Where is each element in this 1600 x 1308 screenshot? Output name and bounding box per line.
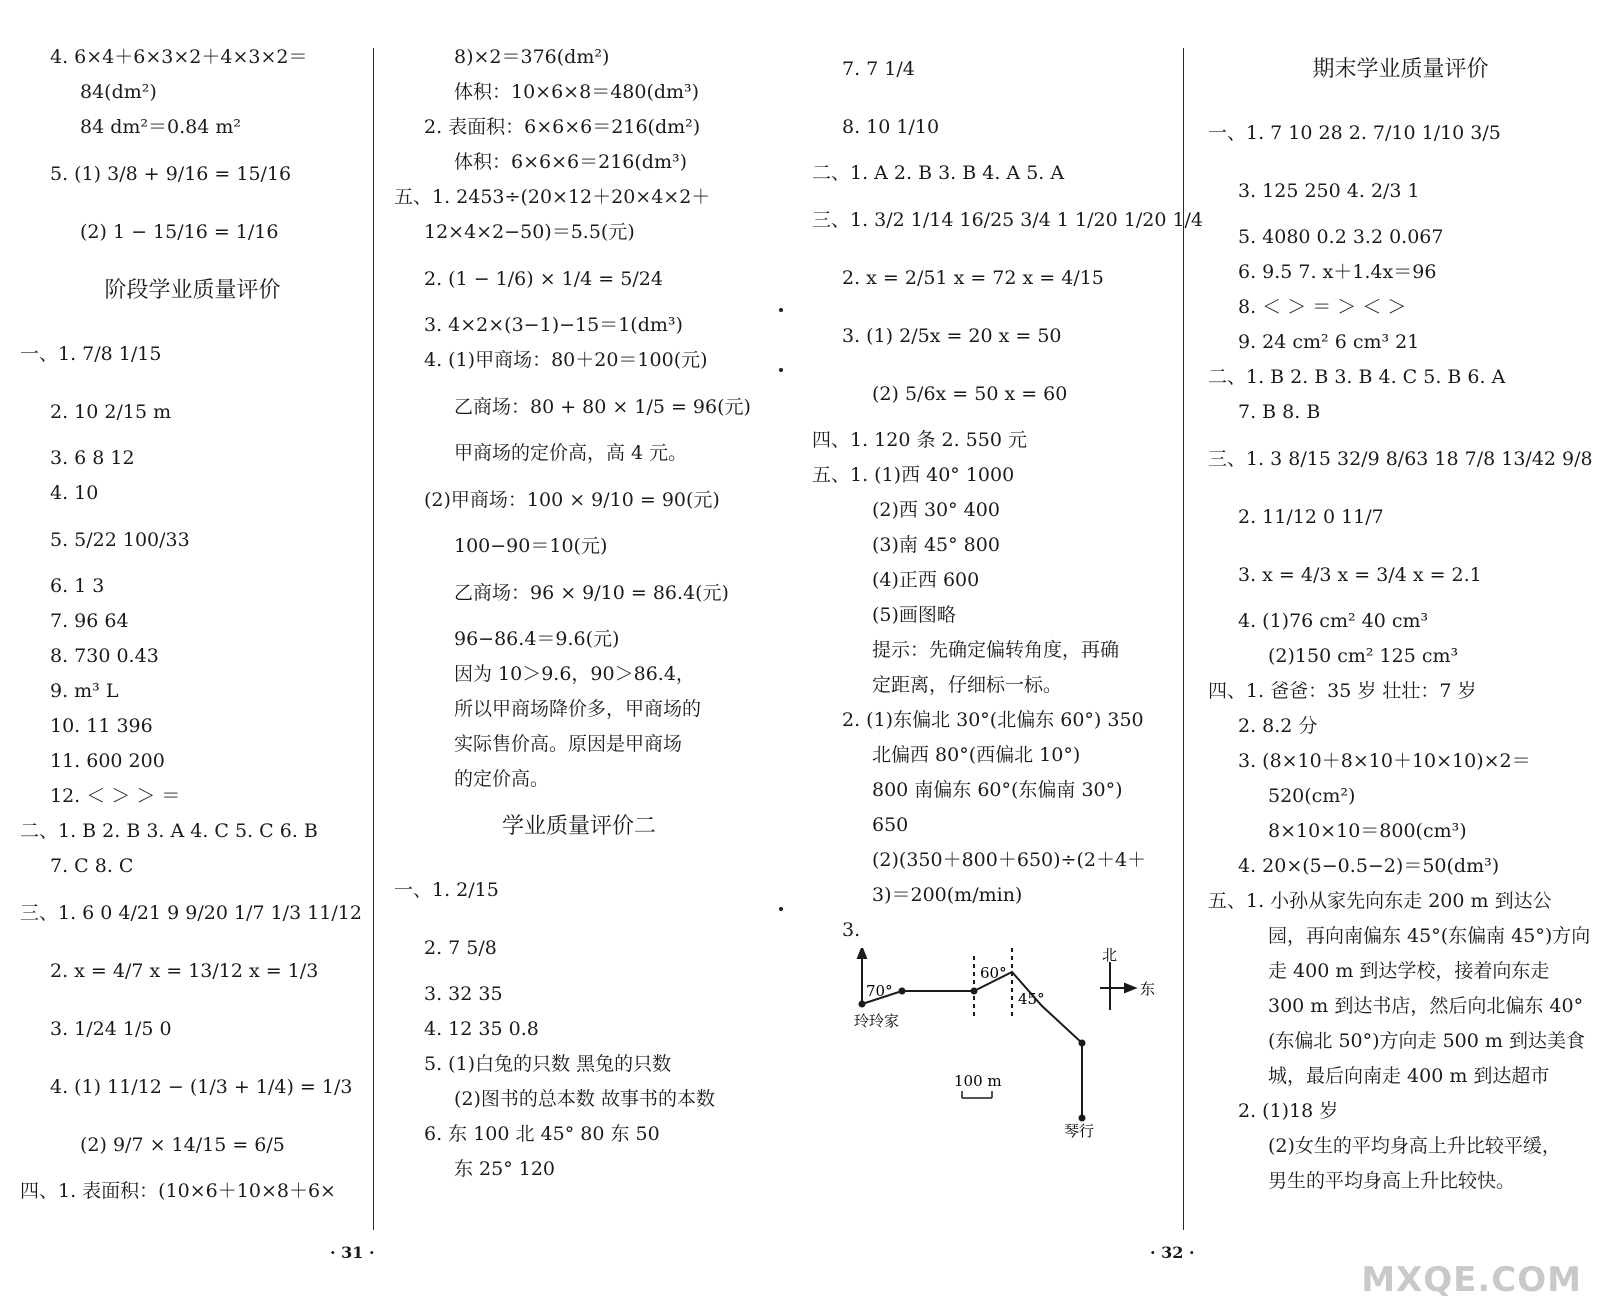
answer-line: 3. (1) 2/5x = 20 x = 50 [842, 325, 1062, 347]
answer-line: 三、1. 3 8/15 32/9 8/63 18 7/8 13/42 9/8 [1208, 448, 1593, 470]
answer-line: 3. 1/24 1/5 0 [50, 1018, 172, 1040]
answer-line: 3. 32 35 [424, 983, 503, 1005]
answer-line: 的定价高。 [454, 768, 550, 790]
home-label: 玲玲家 [854, 1012, 900, 1030]
answer-line: 4. (1)甲商场：80＋20＝100(元) [424, 349, 708, 371]
answer-line: 五、1. 小孙从家先向东走 200 m 到达公 [1208, 890, 1552, 912]
watermark-logo: MXQE.COM [1361, 1260, 1582, 1300]
answer-column-4 [1208, 40, 1593, 1199]
route-diagram [852, 948, 1172, 1138]
route-point [1079, 1115, 1086, 1122]
answer-column-3 [812, 40, 1204, 1138]
answer-line: (2)甲商场：100 × 9/10 = 90(元) [424, 489, 720, 511]
answer-line: 四、1. 爸爸：35 岁 壮壮：7 岁 [1208, 680, 1477, 702]
answer-line: 体积：6×6×6＝216(dm³) [454, 151, 687, 173]
answer-line: 6. 9.5 7. x＋1.4x＝96 [1238, 261, 1437, 283]
answer-line: 3. 6 8 12 [50, 447, 135, 469]
answer-line: 定距离，仔细标一标。 [872, 674, 1063, 696]
answer-line: 11. 600 200 [50, 750, 165, 772]
binding-dot [779, 308, 783, 312]
answer-line: 园，再向南偏东 45°(东偏南 45°)方向 [1268, 925, 1591, 947]
answer-line: 走 400 m 到达学校，接着向东走 [1268, 960, 1550, 982]
answer-line: 10. 11 396 [50, 715, 153, 737]
answer-line: 84(dm²) [80, 81, 157, 103]
arrow-icon [858, 948, 866, 958]
answer-line: 五、1. (1)西 40° 1000 [812, 464, 1015, 486]
answer-column-2 [394, 40, 764, 1187]
answer-line: 四、1. 120 条 2. 550 元 [812, 429, 1027, 451]
answer-line: 一、1. 2/15 [394, 879, 499, 901]
column-divider [373, 48, 374, 1230]
answer-line: 3. 125 250 4. 2/3 1 [1238, 180, 1420, 202]
answer-line: 650 [872, 814, 909, 836]
angle-label: 60° [980, 964, 1007, 982]
answer-line: 12×4×2−50)＝5.5(元) [424, 221, 635, 243]
answer-line: (2) 5/6x = 50 x = 60 [872, 383, 1068, 405]
answer-line: 东 25° 120 [454, 1158, 556, 1180]
answer-line: 甲商场的定价高，高 4 元。 [454, 442, 688, 464]
answer-line: 5. (1) 3/8 + 9/16 = 15/16 [50, 163, 292, 185]
answer-line: 2. 10 2/15 m [50, 401, 172, 423]
answer-line: 3. x = 4/3 x = 3/4 x = 2.1 [1238, 564, 1482, 586]
answer-line: 96−86.4＝9.6(元) [454, 628, 620, 650]
binding-dot [779, 907, 783, 911]
answer-line: 2. 8.2 分 [1238, 715, 1318, 737]
answer-line: 三、1. 3/2 1/14 16/25 3/4 1 1/20 1/20 1/4 [812, 209, 1204, 231]
answer-line: 乙商场：80 + 80 × 1/5 = 96(元) [454, 396, 751, 418]
east-label: 东 [1140, 980, 1156, 998]
answer-line: 84 dm²＝0.84 m² [80, 116, 241, 138]
answer-line: 二、1. B 2. B 3. B 4. C 5. B 6. A [1208, 366, 1506, 388]
answer-line: 所以甲商场降价多，甲商场的 [454, 698, 702, 720]
answer-line: (东偏北 50°)方向走 500 m 到达美食 [1268, 1030, 1585, 1052]
answer-line: 520(cm²) [1268, 785, 1356, 807]
answer-line: 五、1. 2453÷(20×12＋20×4×2＋ [394, 186, 711, 208]
answer-line: 2. (1)东偏北 30°(北偏东 60°) 350 [842, 709, 1144, 731]
answer-line: 300 m 到达书店，然后向北偏东 40° [1268, 995, 1584, 1017]
answer-line: 9. m³ L [50, 680, 119, 702]
answer-line: 2. (1 − 1/6) × 1/4 = 5/24 [424, 268, 663, 290]
answer-line: 5. 4080 0.2 3.2 0.067 [1238, 226, 1444, 248]
angle-label: 70° [866, 982, 893, 1000]
answer-line: 2. x = 4/7 x = 13/12 x = 1/3 [50, 960, 319, 982]
section-title: 学业质量评价二 [501, 814, 656, 839]
answer-line: 7. B 8. B [1238, 401, 1321, 423]
end-label: 琴行 [1064, 1122, 1095, 1138]
route-point [1079, 1040, 1086, 1047]
answer-line: 一、1. 7/8 1/15 [20, 343, 162, 365]
answer-line: (2)图书的总本数 故事书的本数 [454, 1088, 715, 1110]
answer-line: 北偏西 80°(西偏北 10°) [872, 744, 1081, 766]
answer-line: 3. 4×2×(3−1)−15＝1(dm³) [424, 314, 683, 336]
answer-line: 因为 10＞9.6，90＞86.4， [454, 663, 695, 685]
answer-line: 8. 10 1/10 [842, 116, 940, 138]
answer-line: 12. ＜ ＞ ＞ ＝ [50, 785, 181, 807]
answer-column-1 [20, 40, 365, 1209]
binding-dot [779, 368, 783, 372]
answer-line: 7. 7 1/4 [842, 58, 915, 80]
answer-line: 4. 12 35 0.8 [424, 1018, 539, 1040]
answer-line: 4. (1) 11/12 − (1/3 + 1/4) = 1/3 [50, 1076, 353, 1098]
answer-line: 3. [842, 919, 861, 941]
answer-line: 4. 20×(5−0.5−2)＝50(dm³) [1238, 855, 1500, 877]
answer-line: (2)女生的平均身高上升比较平缓， [1268, 1135, 1561, 1157]
section-title: 阶段学业质量评价 [104, 278, 281, 303]
answer-line: 6. 1 3 [50, 575, 105, 597]
answer-line: 6. 东 100 北 45° 80 东 50 [424, 1123, 660, 1145]
answer-line: 8)×2＝376(dm²) [454, 46, 610, 68]
answer-line: 实际售价高。原因是甲商场 [454, 733, 683, 755]
answer-line: 二、1. A 2. B 3. B 4. A 5. A [812, 162, 1065, 184]
answer-line: 4. 6×4＋6×3×2＋4×3×2＝ [50, 46, 308, 68]
answer-line: 2. (1)18 岁 [1238, 1100, 1339, 1122]
answer-line: 5. (1)白兔的只数 黑兔的只数 [424, 1053, 672, 1075]
route-point [899, 988, 906, 995]
answer-line: 800 南偏东 60°(东偏南 30°) [872, 779, 1123, 801]
answer-line: 一、1. 7 10 28 2. 7/10 1/10 3/5 [1208, 122, 1501, 144]
answer-line: (2) 9/7 × 14/15 = 6/5 [80, 1134, 285, 1156]
answer-line: 城，最后向南走 400 m 到达超市 [1268, 1065, 1550, 1087]
answer-line: 8. ＜ ＞ ＝ ＞ ＜ ＞ [1238, 296, 1407, 318]
answer-line: 二、1. B 2. B 3. A 4. C 5. C 6. B [20, 820, 318, 842]
answer-line: 2. x = 2/51 x = 72 x = 4/15 [842, 267, 1104, 289]
answer-line: 乙商场：96 × 9/10 = 86.4(元) [454, 582, 729, 604]
answer-line: 7. C 8. C [50, 855, 134, 877]
answer-line: 8×10×10＝800(cm³) [1268, 820, 1467, 842]
north-label: 北 [1102, 948, 1118, 964]
scale-label: 100 m [954, 1072, 1002, 1090]
answer-line: 5. 5/22 100/33 [50, 529, 190, 551]
angle-label: 45° [1018, 990, 1045, 1008]
answer-line: (3)南 45° 800 [872, 534, 1000, 556]
answer-line: 100−90＝10(元) [454, 535, 608, 557]
route-point [859, 1001, 866, 1008]
answer-line: (4)正西 600 [872, 569, 980, 591]
answer-line: (2)150 cm² 125 cm³ [1268, 645, 1459, 667]
answer-line: 提示：先确定偏转角度，再确 [872, 639, 1120, 661]
answer-line: 体积：10×6×8＝480(dm³) [454, 81, 700, 103]
answer-line: 四、1. 表面积：(10×6＋10×8＋6× [20, 1180, 336, 1202]
answer-line: 2. 表面积：6×6×6＝216(dm²) [424, 116, 701, 138]
page-number-right: · 32 · [1150, 1243, 1195, 1262]
page-number-left: · 31 · [330, 1243, 375, 1262]
answer-line: 3. (8×10＋8×10＋10×10)×2＝ [1238, 750, 1531, 772]
arrow-icon [1125, 984, 1135, 992]
answer-line: 4. (1)76 cm² 40 cm³ [1238, 610, 1429, 632]
answer-line: 3)＝200(m/min) [872, 884, 1023, 906]
answer-line: 9. 24 cm² 6 cm³ 21 [1238, 331, 1420, 353]
answer-line: 男生的平均身高上升比较快。 [1268, 1170, 1516, 1192]
route-point [971, 988, 978, 995]
answer-line: 2. 7 5/8 [424, 937, 497, 959]
answer-line: (2)西 30° 400 [872, 499, 1000, 521]
answer-line: 4. 10 [50, 482, 99, 504]
answer-line: 三、1. 6 0 4/21 9 9/20 1/7 1/3 11/12 [20, 902, 362, 924]
answer-line: 8. 730 0.43 [50, 645, 159, 667]
route-path [862, 972, 1082, 1118]
answer-line: 2. 11/12 0 11/7 [1238, 506, 1384, 528]
section-title: 期末学业质量评价 [1312, 57, 1489, 82]
answer-line: (2)(350＋800＋650)÷(2＋4＋ [872, 849, 1147, 871]
answer-line: 7. 96 64 [50, 610, 129, 632]
answer-line: (5)画图略 [872, 604, 956, 626]
answer-line: (2) 1 − 15/16 = 1/16 [80, 221, 279, 243]
